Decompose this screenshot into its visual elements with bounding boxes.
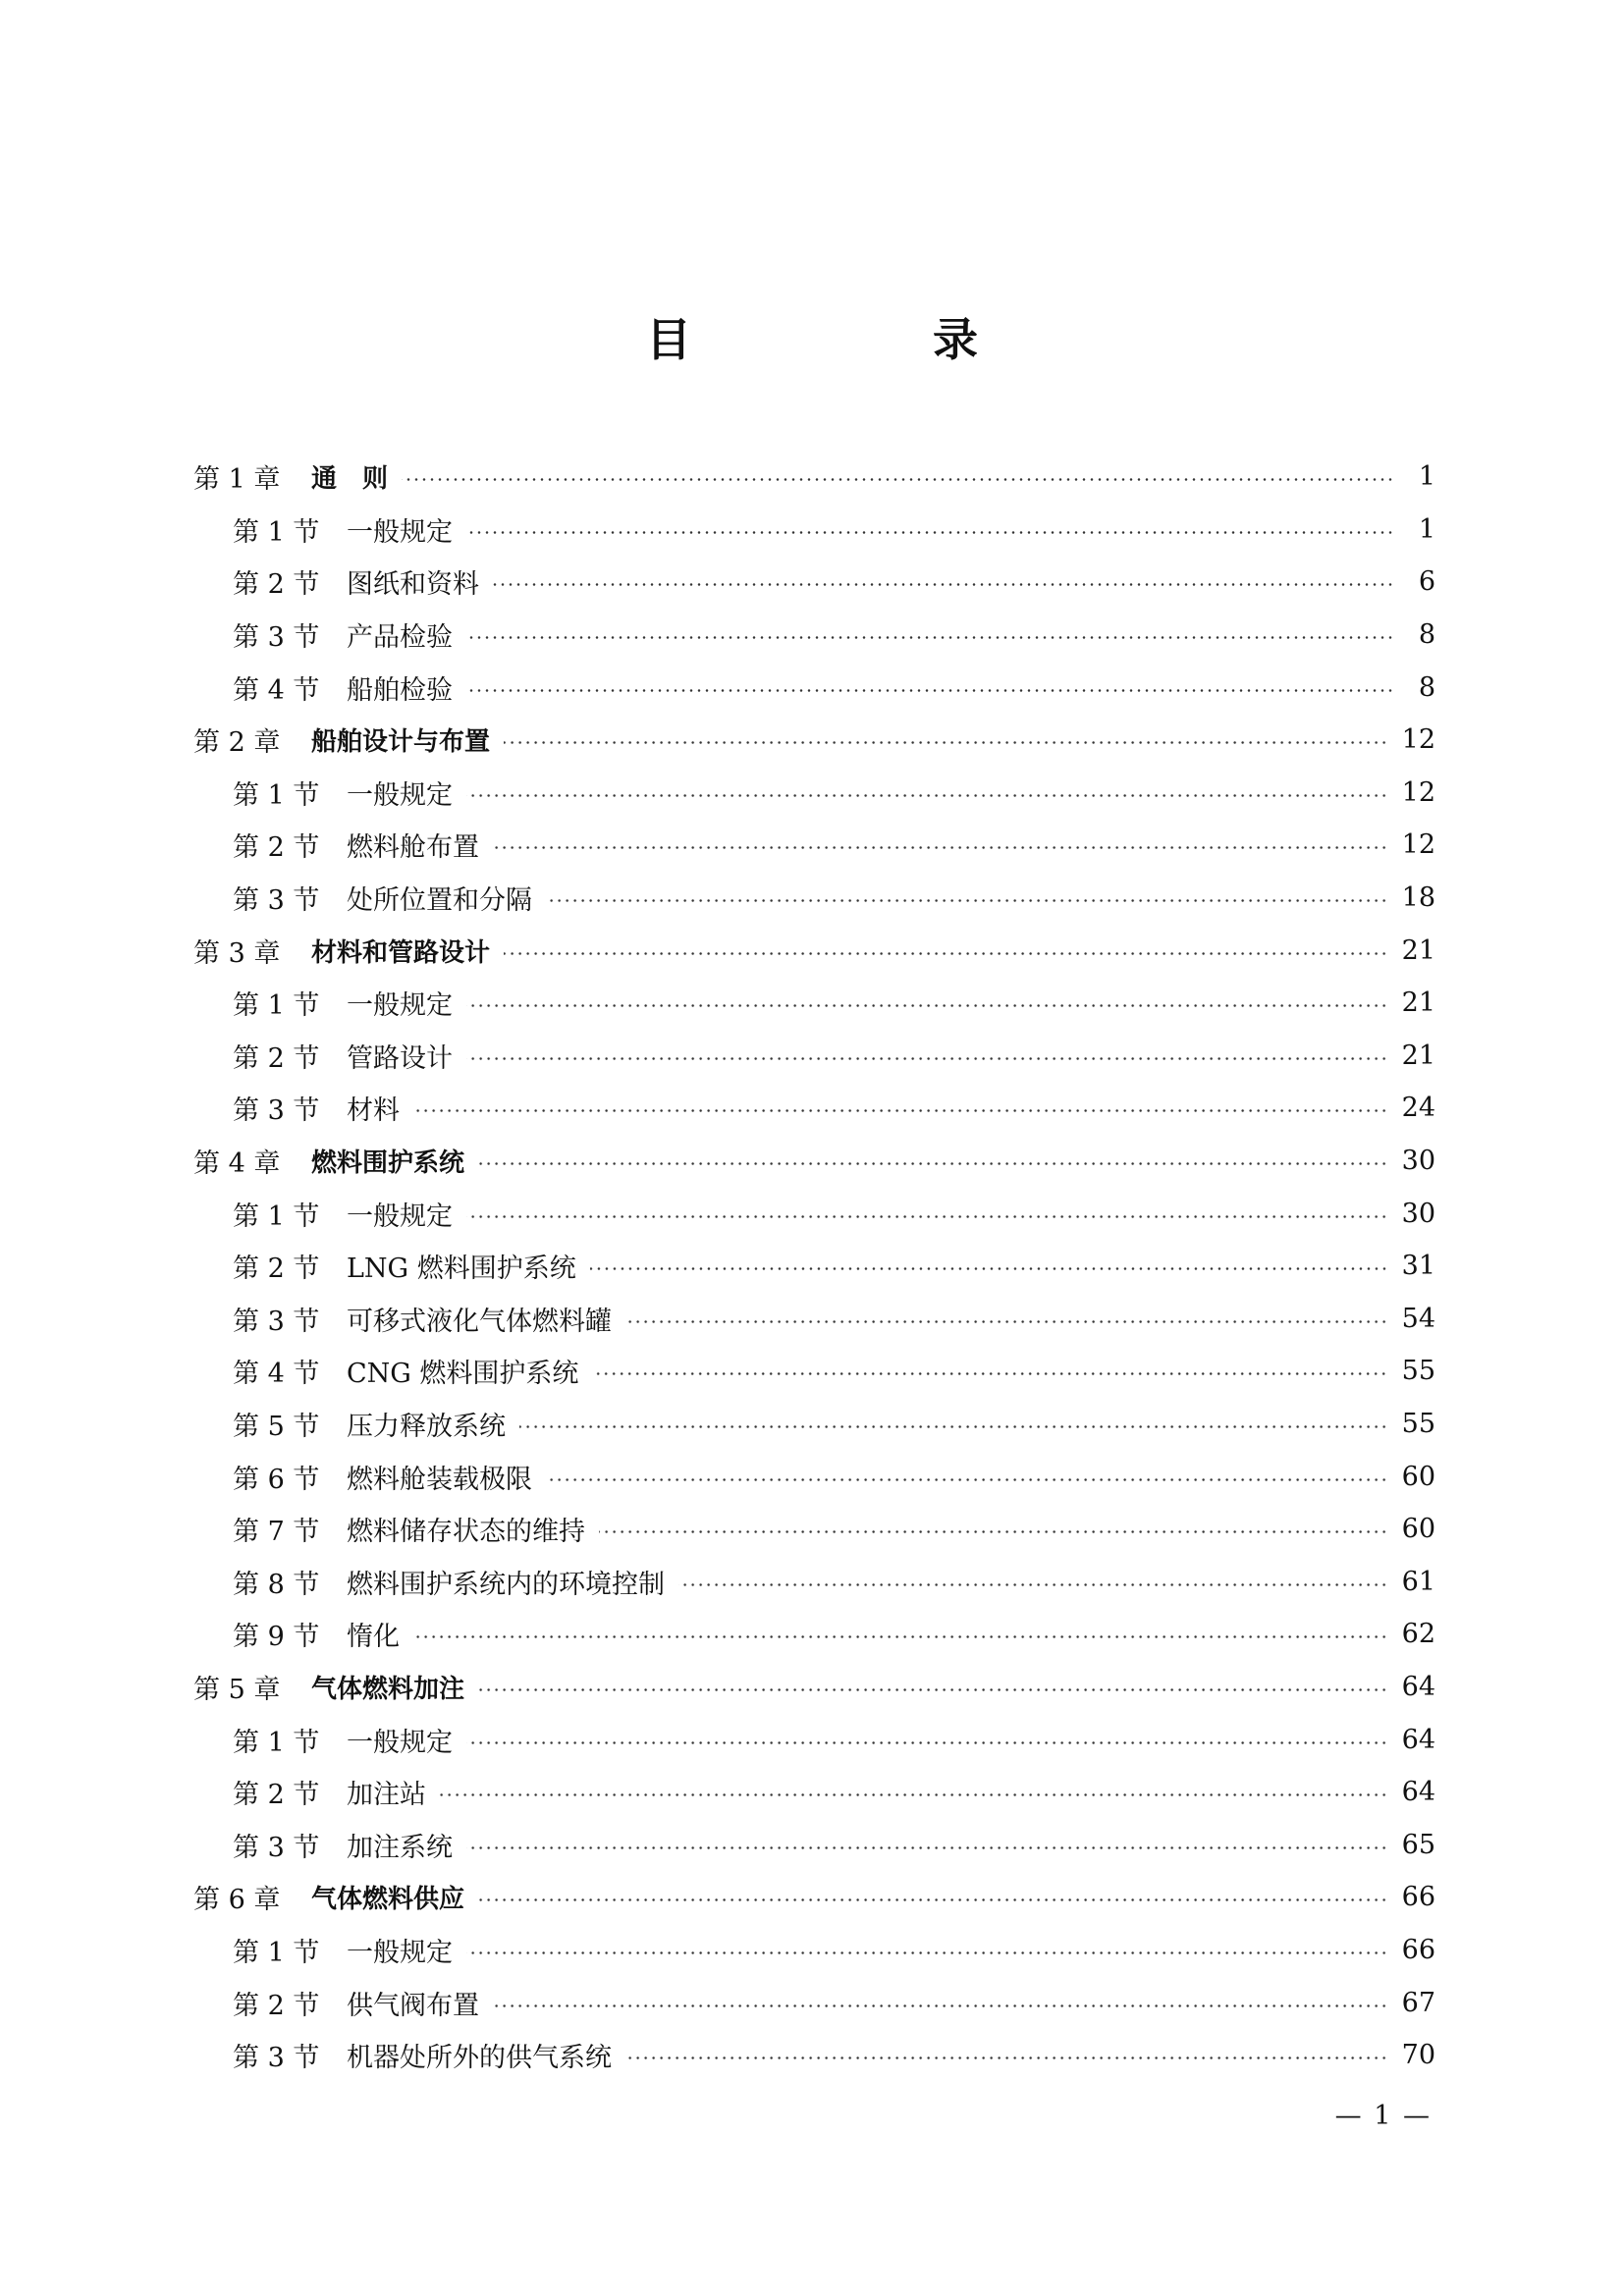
section-number: 第 2 节 — [233, 1990, 320, 2021]
dot-leader — [590, 1267, 1388, 1270]
toc-section-row[interactable] — [193, 504, 1435, 557]
toc-chapter-row[interactable] — [193, 451, 1435, 504]
toc-section-row[interactable] — [193, 1503, 1435, 1556]
section-number: 第 1 节 — [233, 1201, 320, 1232]
table-of-contents — [193, 451, 1435, 2081]
section-title: 供气阀布置 — [347, 1990, 479, 2021]
page-ref: 21 — [1401, 934, 1435, 966]
toc-section-row[interactable] — [193, 872, 1435, 925]
toc-section-row[interactable] — [193, 2029, 1435, 2082]
toc-section-row[interactable] — [193, 1766, 1435, 1819]
dot-leader — [413, 1635, 1388, 1638]
chapter-title: 船舶设计与布置 — [311, 727, 491, 758]
page-ref: 8 — [1418, 619, 1435, 651]
page-ref: 31 — [1401, 1251, 1435, 1282]
page-ref: 64 — [1401, 1777, 1435, 1808]
dot-leader — [466, 1057, 1388, 1060]
section-number: 第 1 节 — [233, 990, 320, 1022]
dot-leader — [519, 1425, 1388, 1428]
toc-section-row[interactable] — [193, 1082, 1435, 1135]
page-ref: 66 — [1401, 1934, 1435, 1965]
toc-chapter-row[interactable] — [193, 1135, 1435, 1188]
section-number: 第 1 节 — [233, 1727, 320, 1758]
dot-leader — [413, 1109, 1388, 1112]
toc-section-row[interactable] — [193, 1976, 1435, 2029]
dot-leader — [466, 794, 1388, 797]
page-ref: 8 — [1418, 671, 1435, 703]
page-ref: 12 — [1401, 776, 1435, 808]
dot-leader — [466, 689, 1394, 692]
page-ref: 1 — [1418, 461, 1435, 493]
page-ref: 64 — [1401, 1671, 1435, 1702]
section-number: 第 2 节 — [233, 1042, 320, 1074]
toc-chapter-row[interactable] — [193, 1871, 1435, 1924]
toc-section-row[interactable] — [193, 819, 1435, 872]
section-number: 第 7 节 — [233, 1517, 320, 1548]
page-ref: 60 — [1401, 1514, 1435, 1545]
page-ref: 70 — [1401, 2040, 1435, 2071]
page-ref: 12 — [1401, 829, 1435, 861]
chapter-title: 气体燃料加注 — [311, 1674, 465, 1704]
section-title: 燃料舱布置 — [347, 832, 479, 864]
page-ref: 55 — [1401, 1356, 1435, 1387]
page-ref: 21 — [1401, 1040, 1435, 1071]
page-ref: 67 — [1401, 1987, 1435, 2018]
section-number: 第 3 节 — [233, 1306, 320, 1337]
section-title: LNG 燃料围护系统 — [347, 1254, 576, 1285]
section-title: CNG 燃料围护系统 — [347, 1359, 579, 1390]
section-title: 一般规定 — [347, 779, 453, 811]
chapter-title: 材料和管路设计 — [311, 937, 491, 968]
section-title: 燃料围护系统内的环境控制 — [347, 1569, 665, 1600]
section-number: 第 3 节 — [233, 2043, 320, 2074]
section-number: 第 3 节 — [233, 885, 320, 917]
dot-leader — [440, 1793, 1388, 1796]
page-ref: 18 — [1401, 882, 1435, 914]
toc-section-row[interactable] — [193, 556, 1435, 609]
section-title: 一般规定 — [347, 1937, 453, 1968]
chapter-title: 燃料围护系统 — [311, 1148, 465, 1179]
dot-leader — [466, 1846, 1388, 1849]
toc-chapter-row[interactable] — [193, 714, 1435, 767]
section-title: 机器处所外的供气系统 — [347, 2043, 612, 2074]
page-ref: 1 — [1418, 513, 1435, 545]
toc-section-row[interactable] — [193, 1555, 1435, 1608]
page-ref: 64 — [1401, 1724, 1435, 1755]
section-title: 产品检验 — [347, 622, 453, 654]
toc-section-row[interactable] — [193, 1713, 1435, 1766]
dot-leader — [466, 1215, 1388, 1218]
toc-section-row[interactable] — [193, 1398, 1435, 1451]
section-title: 燃料储存状态的维持 — [347, 1517, 585, 1548]
toc-chapter-row[interactable] — [193, 924, 1435, 977]
section-title: 处所位置和分隔 — [347, 885, 532, 917]
toc-section-row[interactable] — [193, 1818, 1435, 1871]
section-title: 燃料舱装载极限 — [347, 1464, 532, 1495]
section-title: 加注站 — [347, 1780, 426, 1811]
chapter-number: 第 5 章 — [193, 1674, 281, 1705]
dot-leader — [402, 478, 1394, 481]
dot-leader — [493, 846, 1388, 849]
dot-leader — [592, 1372, 1387, 1375]
toc-section-row[interactable] — [193, 767, 1435, 820]
section-title: 可移式液化气体燃料罐 — [347, 1306, 612, 1337]
page-title: 目 录 — [646, 313, 1076, 366]
dot-leader — [466, 1004, 1388, 1007]
section-number: 第 1 节 — [233, 779, 320, 811]
dot-leader — [466, 1741, 1388, 1744]
section-title: 一般规定 — [347, 516, 453, 548]
section-number: 第 2 节 — [233, 1254, 320, 1285]
page-ref: 6 — [1418, 566, 1435, 598]
page-ref: 55 — [1401, 1408, 1435, 1439]
chapter-number: 第 6 章 — [193, 1885, 281, 1916]
page-ref: 30 — [1401, 1198, 1435, 1229]
section-title: 压力释放系统 — [347, 1411, 506, 1442]
chapter-title: 通 则 — [311, 464, 389, 495]
dot-leader — [478, 1162, 1388, 1165]
chapter-number: 第 2 章 — [193, 727, 281, 759]
section-number: 第 4 节 — [233, 674, 320, 706]
dot-leader — [493, 2004, 1388, 2007]
section-number: 第 4 节 — [233, 1359, 320, 1390]
section-title: 一般规定 — [347, 1727, 453, 1758]
dot-leader — [493, 583, 1394, 586]
page-number: — 1 — — [1334, 2101, 1432, 2131]
page-ref: 54 — [1401, 1303, 1435, 1334]
section-number: 第 6 节 — [233, 1464, 320, 1495]
chapter-number: 第 3 章 — [193, 937, 281, 969]
section-title: 一般规定 — [347, 990, 453, 1022]
toc-chapter-row[interactable] — [193, 1661, 1435, 1714]
dot-leader — [466, 531, 1394, 534]
section-title: 图纸和资料 — [347, 569, 479, 601]
section-title: 材料 — [347, 1095, 400, 1127]
chapter-number: 第 1 章 — [193, 464, 281, 496]
dot-leader — [504, 952, 1388, 955]
toc-section-row[interactable] — [193, 1450, 1435, 1503]
page-ref: 65 — [1401, 1829, 1435, 1860]
section-title: 惰化 — [347, 1622, 400, 1653]
dot-leader — [625, 2056, 1388, 2059]
section-number: 第 3 节 — [233, 1832, 320, 1863]
toc-section-row[interactable] — [193, 1293, 1435, 1346]
dot-leader — [478, 1898, 1388, 1901]
dot-leader — [478, 1688, 1388, 1691]
toc-section-row[interactable] — [193, 1924, 1435, 1977]
section-number: 第 2 节 — [233, 832, 320, 864]
chapter-number: 第 4 章 — [193, 1148, 281, 1180]
page-ref: 62 — [1401, 1619, 1435, 1650]
chapter-title: 气体燃料供应 — [311, 1885, 465, 1915]
section-number: 第 3 节 — [233, 622, 320, 654]
section-title: 管路设计 — [347, 1042, 453, 1074]
dot-leader — [678, 1583, 1388, 1586]
toc-section-row[interactable] — [193, 1345, 1435, 1398]
section-number: 第 8 节 — [233, 1569, 320, 1600]
toc-section-row[interactable] — [193, 1240, 1435, 1293]
page-ref: 21 — [1401, 988, 1435, 1019]
section-number: 第 2 节 — [233, 1780, 320, 1811]
section-title: 船舶检验 — [347, 674, 453, 706]
toc-section-row[interactable] — [193, 1608, 1435, 1661]
toc-section-row[interactable] — [193, 609, 1435, 662]
section-number: 第 5 节 — [233, 1411, 320, 1442]
section-title: 一般规定 — [347, 1201, 453, 1232]
toc-section-row[interactable] — [193, 1030, 1435, 1083]
dot-leader — [599, 1530, 1388, 1533]
toc-section-row[interactable] — [193, 661, 1435, 714]
dot-leader — [546, 899, 1388, 902]
page-ref: 60 — [1401, 1461, 1435, 1492]
page-ref: 66 — [1401, 1882, 1435, 1913]
dot-leader — [504, 741, 1388, 744]
page-ref: 30 — [1401, 1146, 1435, 1177]
page-ref: 24 — [1401, 1093, 1435, 1124]
dot-leader — [625, 1320, 1388, 1323]
section-title: 加注系统 — [347, 1832, 453, 1863]
dot-leader — [466, 1951, 1388, 1954]
toc-section-row[interactable] — [193, 1187, 1435, 1240]
page-ref: 12 — [1401, 724, 1435, 756]
dot-leader — [466, 636, 1394, 639]
dot-leader — [546, 1478, 1388, 1481]
section-number: 第 3 节 — [233, 1095, 320, 1127]
section-number: 第 2 节 — [233, 569, 320, 601]
section-number: 第 1 节 — [233, 1937, 320, 1968]
section-number: 第 9 节 — [233, 1622, 320, 1653]
section-number: 第 1 节 — [233, 516, 320, 548]
page-ref: 61 — [1401, 1566, 1435, 1597]
toc-section-row[interactable] — [193, 977, 1435, 1030]
